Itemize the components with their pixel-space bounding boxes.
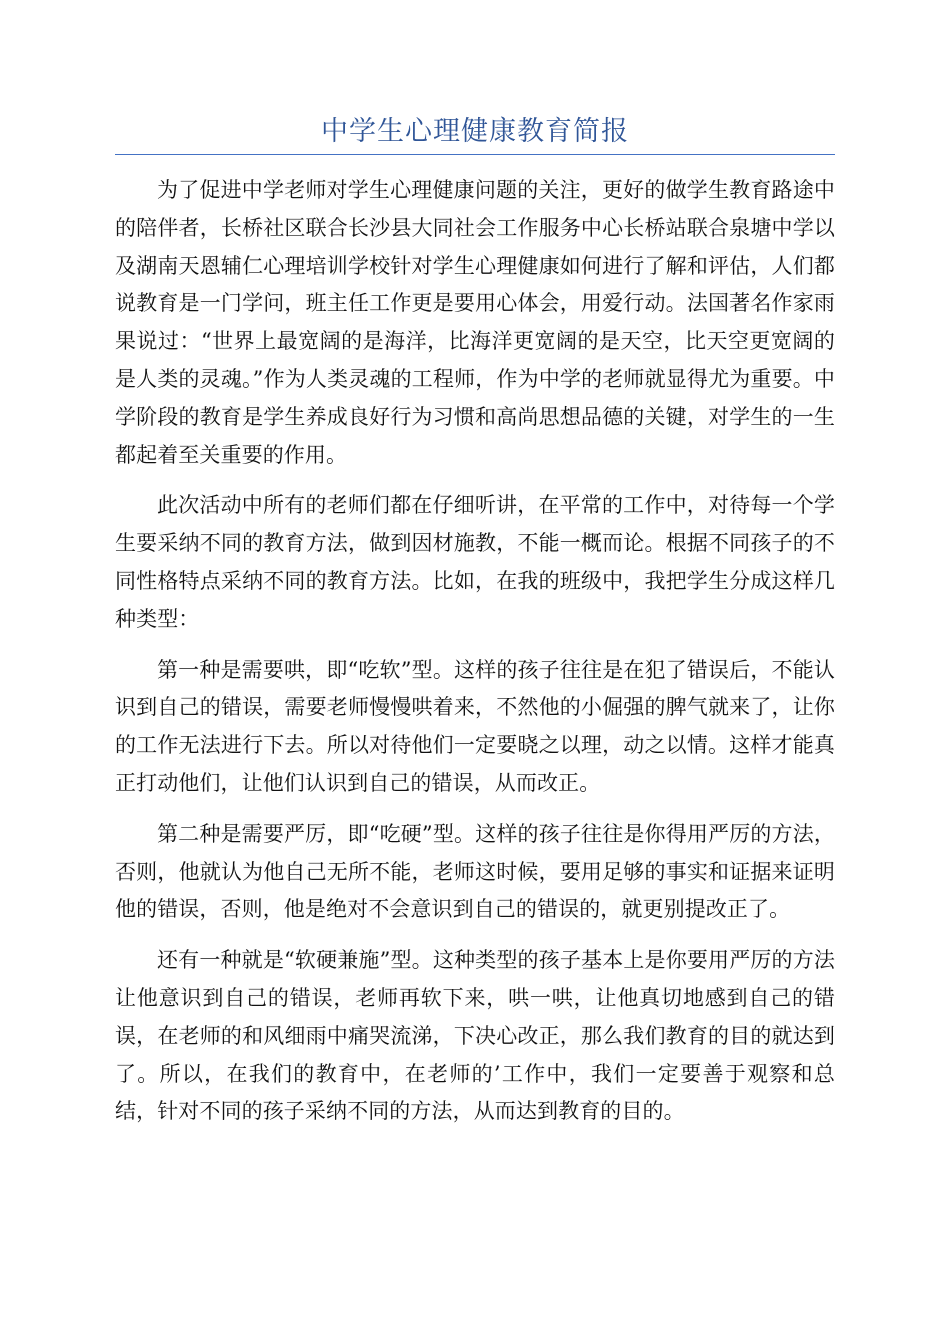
paragraph-intro: 为了促进中学老师对学生心理健康问题的关注，更好的做学生教育路途中的陪伴者，长桥社区联合长沙县大同社会工作服务中心长桥站联合泉塘中学以及湖南天恩辅仁心理培训学校针对学生心理健康如何进行了解和评估，人们都说教育是一门学问，班主任工作更是要用心体会，用爱行动。法国著名作家雨果说过：“世界上最宽阔的是海洋，比海洋更宽阔的是天空，比天空更宽阔的是人类的灵魂。”作为人类灵魂的工程师，作为中学的老师就显得尤为重要。中学阶段的教育是学生养成良好行为习惯和高尚思想品德的关键，对学生的一生都起着至关重要的作用。 (115, 178, 835, 467)
paragraph-activity: 此次活动中所有的老师们都在仔细听讲，在平常的工作中，对待每一个学生要采纳不同的教育方法，做到因材施教，不能一概而论。根据不同孩子的不同性格特点采纳不同的教育方法。比如，在我的班级中，我把学生分成这样几种类型： (115, 493, 835, 631)
document-title: 中学生心理健康教育简报 (321, 116, 629, 147)
title-divider (115, 154, 835, 155)
paragraph-type-soft: 第一种是需要哄，即“吃软”型。这样的孩子往往是在犯了错误后，不能认识到自己的错误，需要老师慢慢哄着来，不然他的小倔强的脾气就来了，让你的工作无法进行下去。所以对待他们一定要晓之以理，动之以情。这样才能真正打动他们，让他们认识到自己的错误，从而改正。 (115, 657, 835, 795)
document-body (115, 172, 835, 1144)
paragraph-type-mixed: 还有一种就是“软硬兼施”型。这种类型的孩子基本上是你要用严厉的方法让他意识到自己的错误，老师再软下来，哄一哄，让他真切地感到自己的错误，在老师的和风细雨中痛哭流涕，下决心改正，那么我们教育的目的就达到了。所以，在我们的教育中，在老师的’工作中，我们一定要善于观察和总结，针对不同的孩子采纳不同的方法，从而达到教育的目的。 (115, 948, 835, 1124)
paragraph-type-strict: 第二种是需要严厉，即“吃硬”型。这样的孩子往往是你得用严厉的方法，否则，他就认为他自己无所不能，老师这时候，要用足够的事实和证据来证明他的错误，否则，他是绝对不会意识到自己的错误的，就更别提改正了。 (115, 821, 835, 922)
